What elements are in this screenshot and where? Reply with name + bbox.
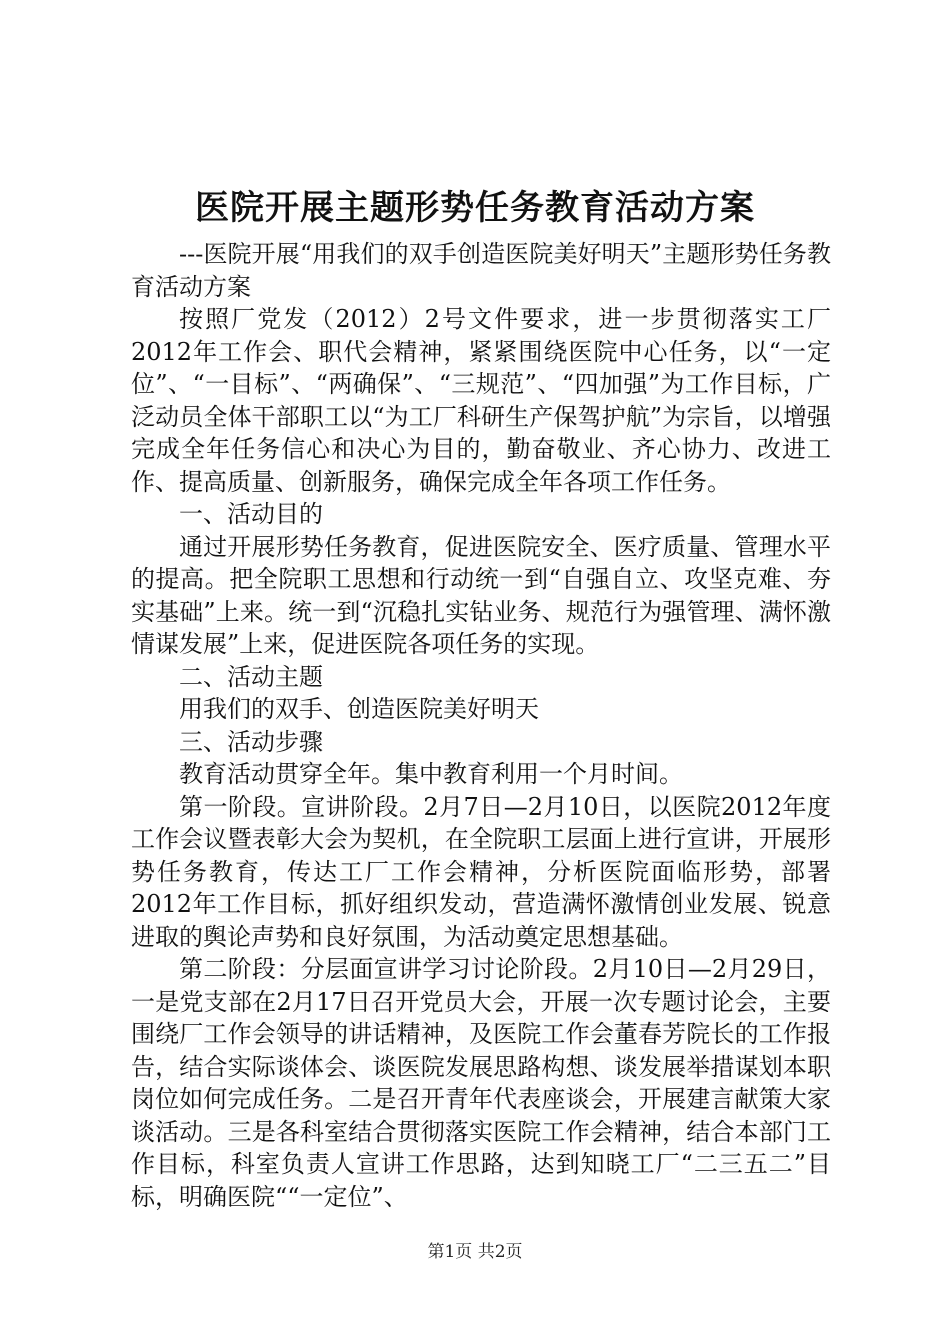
- document-subtitle: ---医院开展“用我们的双手创造医院美好明天”主题形势任务教育活动方案: [131, 240, 831, 301]
- section-heading-purpose: 一、活动目的: [179, 500, 323, 528]
- document-title: 医院开展主题形势任务教育活动方案: [195, 188, 755, 228]
- page-number-footer: 第1页 共2页: [427, 1242, 523, 1262]
- paragraph-intro: 按照厂党发（2012）2号文件要求，进一步贯彻落实工厂2012年工作会、职代会精神，紧紧围绕医院中心任务，以“一定位”、“一目标”、“两确保”、“三规范”、“四加强”为工作目标，广泛动员全体干部职工以“为工厂科研生产保驾护航”为宗旨，以增强完成全年任务信心和决心为目的，勤奋敬业、齐心协力、改进工作、提高质量、创新服务，确保完成全年各项工作任务。: [131, 305, 831, 496]
- section-heading-theme: 二、活动主题: [179, 662, 323, 691]
- paragraph-purpose: 通过开展形势任务教育，促进医院安全、医疗质量、管理水平的提高。把全院职工思想和行动统一到“自强自立、攻坚克难、夯实基础”上来。统一到“沉稳扎实钻业务、规范行为强管理、满怀激情谋发展”上来，促进医院各项任务的实现。: [131, 532, 831, 658]
- paragraph-theme: 用我们的双手、创造医院美好明天: [179, 695, 539, 723]
- paragraph-stage-two: 第二阶段：分层面宣讲学习讨论阶段。2月10日—2月29日，一是党支部在2月17日召开党员大会，开展一次专题讨论会，主要围绕厂工作会领导的讲话精神，及医院工作会董春芳院长的工作报告，结合实际谈体会、谈医院发展思路构想、谈发展举措谋划本职岗位如何完成任务。二是召开青年代表座谈会，开展建言献策大家谈活动。三是各科室结合贯彻落实医院工作会精神，结合本部门工作目标，科室负责人宣讲工作思路，达到知晓工厂“二三五二”目标，明确医院““一定位”、: [131, 955, 831, 1211]
- section-heading-steps: 三、活动步骤: [179, 727, 323, 756]
- document-body: [131, 238, 831, 1213]
- paragraph-stage-one: 第一阶段。宣讲阶段。2月7日—2月10日，以医院2012年度工作会议暨表彰大会为契机，在全院职工层面上进行宣讲，开展形势任务教育，传达工厂工作会精神，分析医院面临形势，部署2012年工作目标，抓好组织发动，营造满怀激情创业发展、锐意进取的舆论声势和良好氛围，为活动奠定思想基础。: [131, 792, 831, 951]
- paragraph-steps-intro: 教育活动贯穿全年。集中教育利用一个月时间。: [179, 760, 683, 788]
